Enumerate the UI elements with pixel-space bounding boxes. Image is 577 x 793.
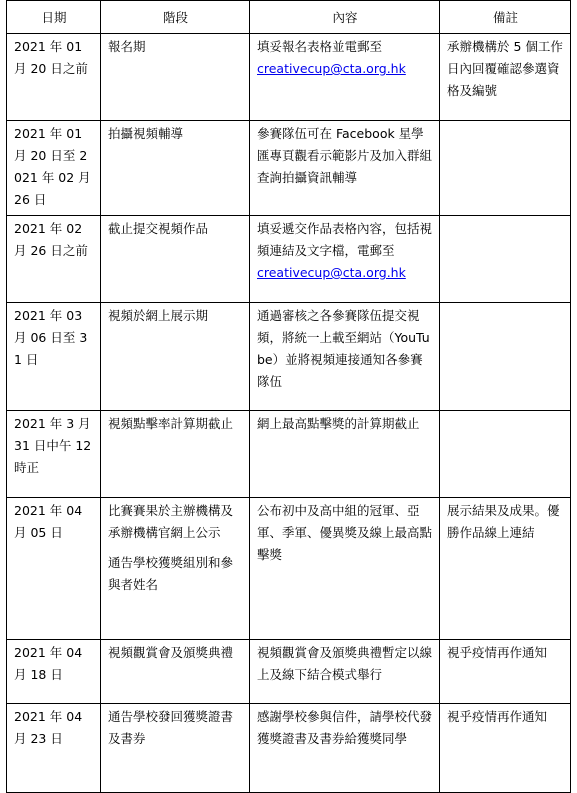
cell-date: 2021 年 01 月 20 日至 2021 年 02 月 26 日 [7, 121, 101, 216]
cell-date: 2021 年 04 月 18 日 [7, 640, 101, 704]
cell-note [440, 121, 571, 216]
cell-content: 通過審核之各參賽隊伍提交視頻，將統一上載至網站（YouTube）並將視頻連接通知各參賽隊伍 [250, 303, 440, 411]
cell-content [250, 34, 440, 121]
table-row [7, 411, 571, 498]
cell-note [440, 303, 571, 411]
cell-stage: 視頻觀賞會及頒獎典禮 [101, 640, 250, 704]
cell-note: 視乎疫情再作通知 [440, 704, 571, 793]
cell-note [440, 216, 571, 303]
header-date: 日期 [7, 1, 101, 34]
cell-note: 承辦機構於 5 個工作日內回覆確認參選資格及編號 [440, 34, 571, 121]
email-link[interactable]: creativecup@cta.org.hk [257, 61, 406, 76]
table-row [7, 303, 571, 411]
cell-stage: 報名期 [101, 34, 250, 121]
cell-stage: 拍攝視頻輔導 [101, 121, 250, 216]
cell-content: 視頻觀賞會及頒獎典禮暫定以線上及線下結合模式舉行 [250, 640, 440, 704]
header-note: 備註 [440, 1, 571, 34]
stage-text: 比賽賽果於主辦機構及承辦機構官網上公示 [108, 503, 234, 540]
table-row [7, 704, 571, 793]
cell-note [440, 411, 571, 498]
table-row [7, 121, 571, 216]
schedule-table [6, 0, 571, 793]
header-content: 內容 [250, 1, 440, 34]
cell-date: 2021 年 02 月 26 日之前 [7, 216, 101, 303]
stage-extra-text: 通告學校獲獎組別和參與者姓名 [108, 555, 234, 592]
cell-stage [101, 498, 250, 640]
cell-content: 公布初中及高中組的冠軍、亞軍、季軍、優異獎及線上最高點擊獎 [250, 498, 440, 640]
table-header-row [7, 1, 571, 34]
cell-stage: 截止提交視頻作品 [101, 216, 250, 303]
cell-stage: 視頻點擊率計算期截止 [101, 411, 250, 498]
header-stage: 階段 [101, 1, 250, 34]
cell-note: 展示結果及成果。優勝作品線上連結 [440, 498, 571, 640]
email-link[interactable]: creativecup@cta.org.hk [257, 265, 406, 280]
cell-content: 參賽隊伍可在 Facebook 星學匯專頁觀看示範影片及加入群組查詢拍攝資訊輔導 [250, 121, 440, 216]
cell-date: 2021 年 04 月 23 日 [7, 704, 101, 793]
table-row [7, 216, 571, 303]
table-row [7, 640, 571, 704]
content-text: 填妥報名表格並電郵至 [257, 39, 383, 54]
table-row [7, 498, 571, 640]
cell-content: 網上最高點擊獎的計算期截止 [250, 411, 440, 498]
cell-content: 感謝學校參與信件，請學校代發獲獎證書及書券給獲獎同學 [250, 704, 440, 793]
content-text: 填妥遞交作品表格內容，包括視頻連結及文字檔，電郵至 [257, 221, 433, 258]
cell-date: 2021 年 03 月 06 日至 31 日 [7, 303, 101, 411]
cell-content [250, 216, 440, 303]
cell-date: 2021 年 3 月 31 日中午 12 時正 [7, 411, 101, 498]
cell-note: 視乎疫情再作通知 [440, 640, 571, 704]
cell-date: 2021 年 04 月 05 日 [7, 498, 101, 640]
cell-stage: 視頻於網上展示期 [101, 303, 250, 411]
cell-stage: 通告學校發回獲獎證書及書券 [101, 704, 250, 793]
cell-date: 2021 年 01 月 20 日之前 [7, 34, 101, 121]
table-row [7, 34, 571, 121]
